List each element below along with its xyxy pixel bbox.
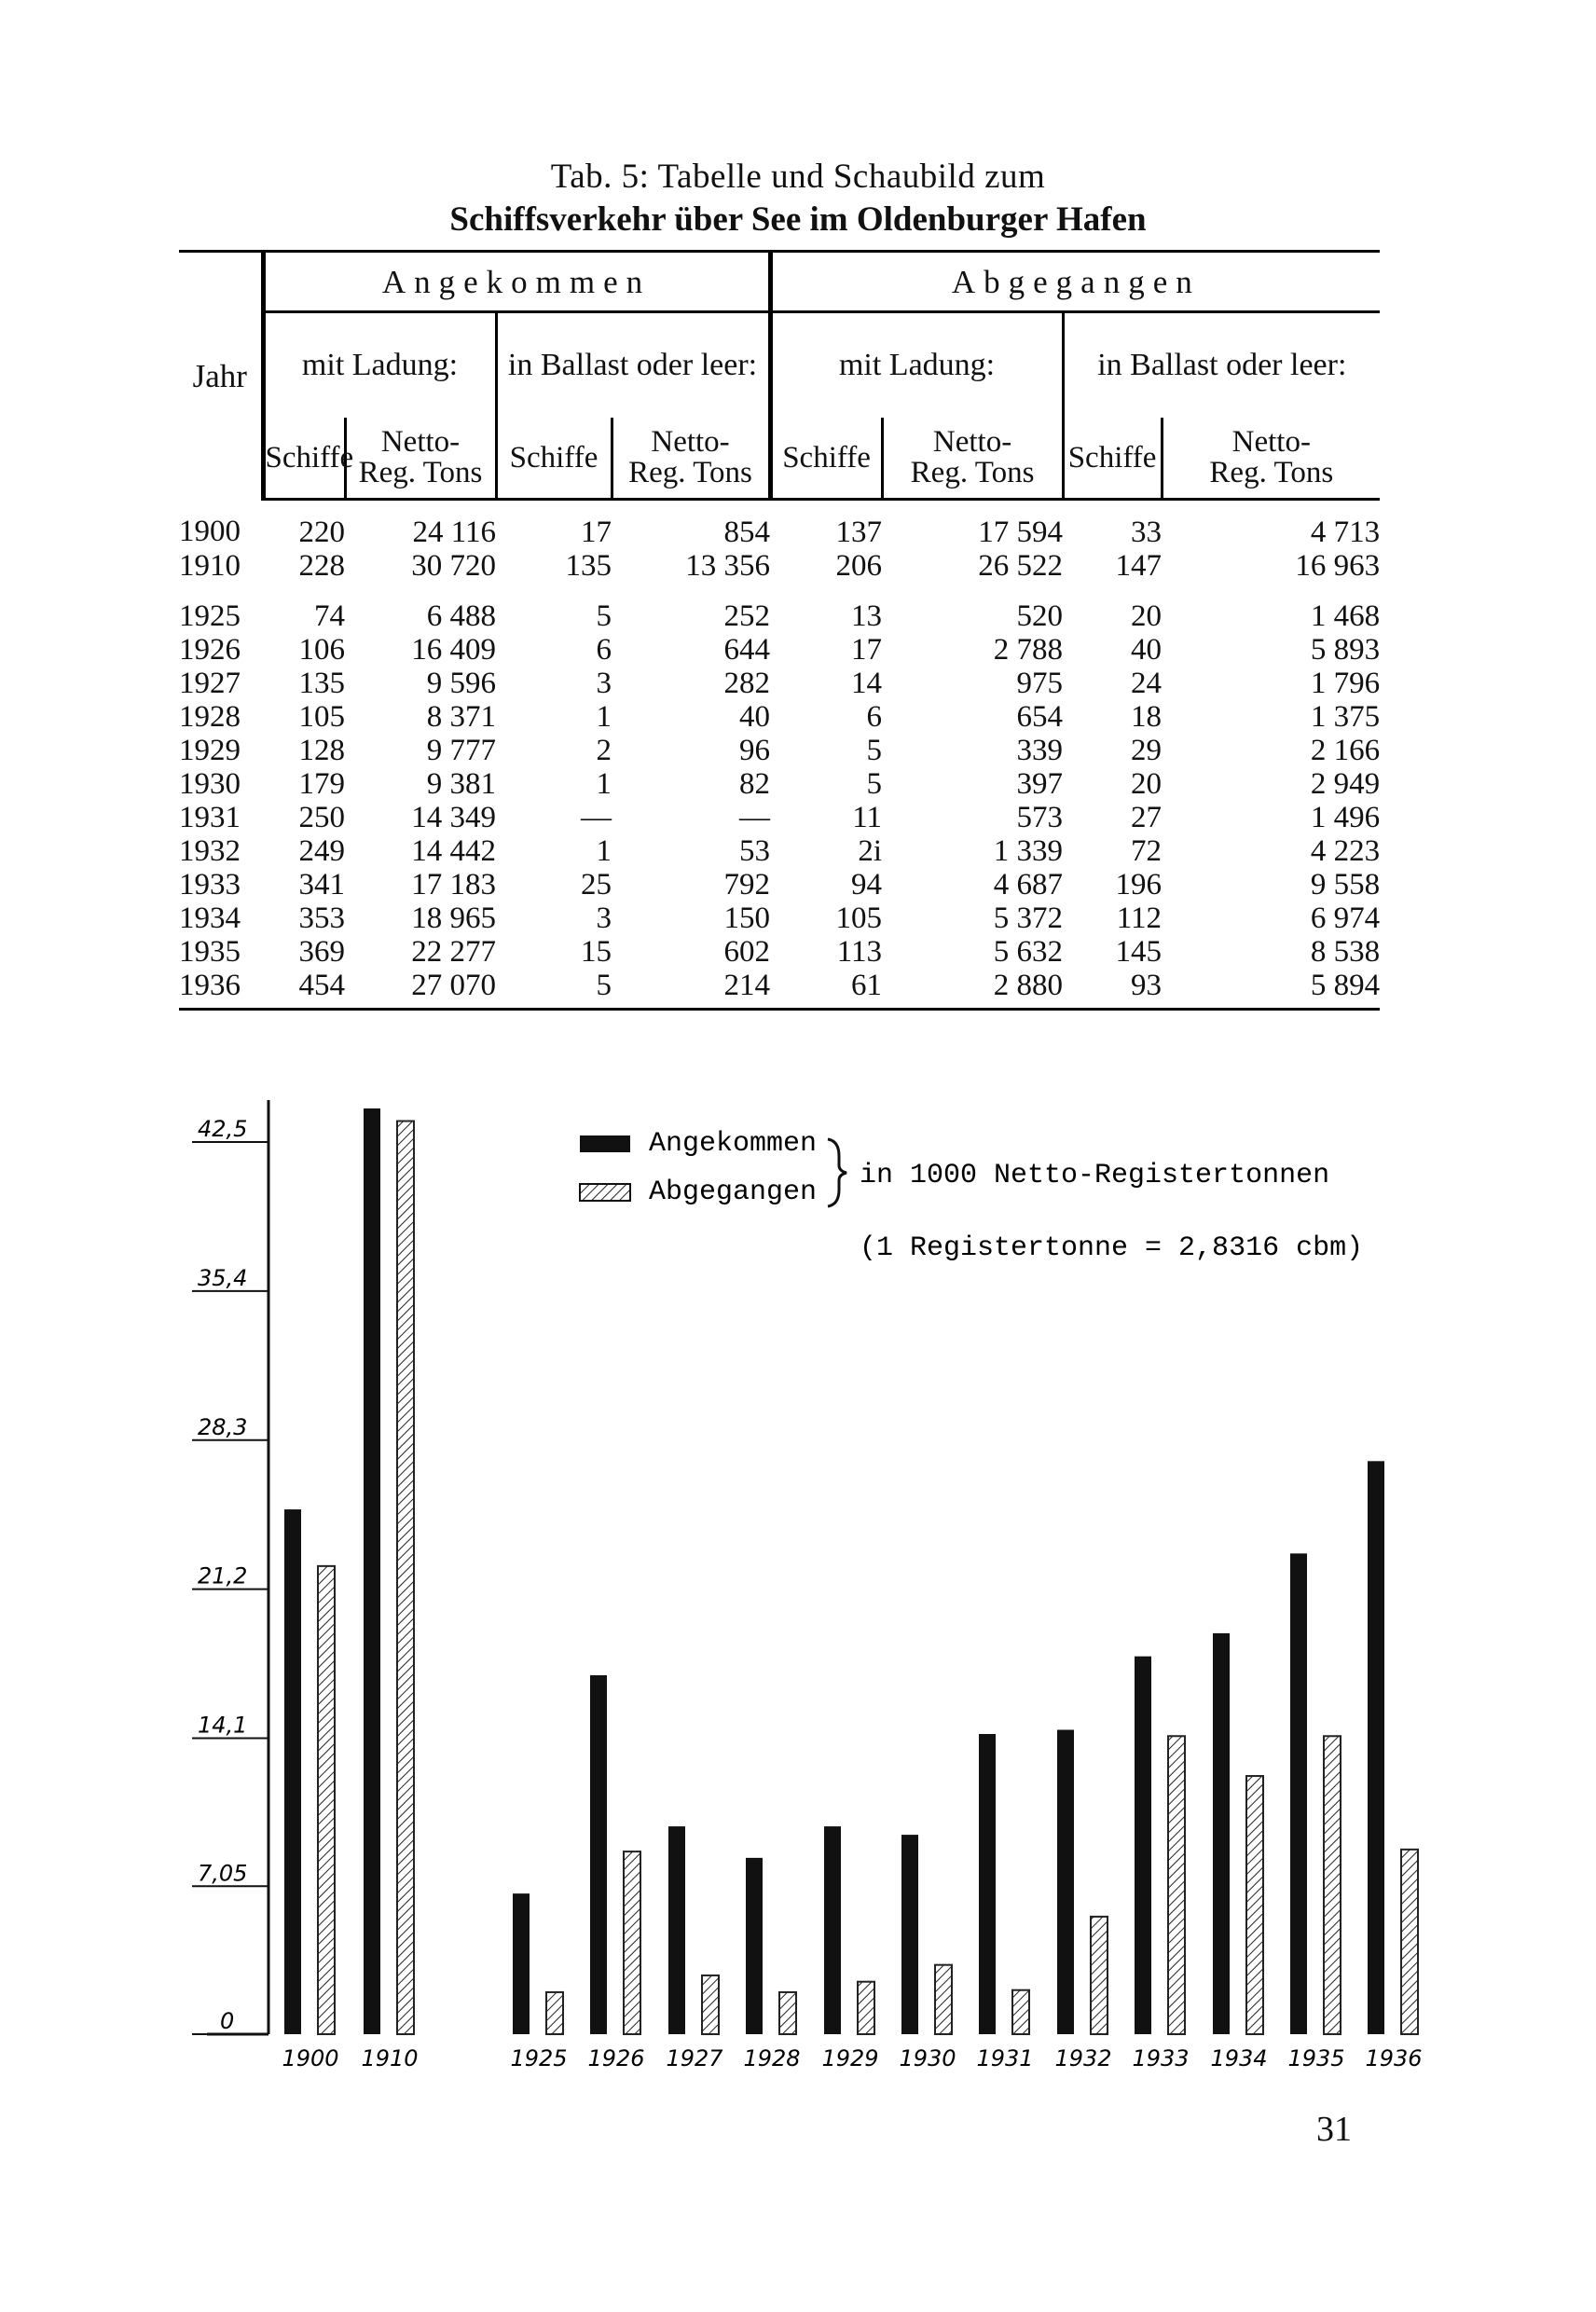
y-tick-label: 35,4	[198, 1264, 248, 1291]
y-tick-label: 21,2	[198, 1562, 248, 1590]
x-tick-label: 1933	[1132, 2045, 1190, 2070]
table-row: 1932 249 14 442 1 53 2i 1 339 72 4 223	[179, 833, 1381, 868]
y-tick-label: 42,5	[198, 1116, 248, 1143]
subgroup-arrived-loaded: mit Ladung:	[263, 312, 496, 419]
legend-unit-text: in 1000 Netto-Registertonnen	[860, 1160, 1330, 1191]
bar-arrived-1934	[1213, 1633, 1230, 2034]
year-header: Jahr	[192, 357, 247, 394]
table-row: 1936 454 27 070 5 214 61 2 880 93 5 894	[179, 969, 1380, 1010]
x-tick-label: 1935	[1287, 2045, 1345, 2070]
bar-arrived-1927	[668, 1826, 685, 2034]
bar-departed-1930	[935, 1965, 952, 2034]
table-row: 1929 128 9 777 2 96 5 339 29 2 166	[179, 733, 1381, 767]
x-tick-label: 1926	[587, 2045, 645, 2070]
bar-departed-1900	[318, 1566, 335, 2034]
bar-departed-1927	[702, 1975, 719, 2034]
x-tick-label: 1931	[976, 2045, 1034, 2070]
bar-arrived-1928	[746, 1858, 763, 2034]
page-number: 31	[1316, 2110, 1352, 2149]
bar-departed-1932	[1091, 1917, 1108, 2034]
x-tick-label: 1932	[1054, 2045, 1112, 2070]
subgroup-departed-loaded: mit Ladung:	[770, 312, 1063, 419]
legend-label-departed: Abgegangen	[649, 1177, 818, 1208]
table-row: 1934 353 18 965 3 150 105 5 372 112 6 974	[179, 901, 1381, 935]
legend-swatch-departed	[580, 1184, 630, 1201]
col-tonnage: Netto- Reg. Tons	[345, 418, 496, 500]
y-tick-label: 7,05	[198, 1860, 248, 1887]
x-axis-labels	[282, 2045, 1422, 2070]
col-ships: Schiffe	[770, 418, 882, 500]
legend-brace	[828, 1139, 846, 1206]
table-row: 1928 105 8 371 1 40 6 654 18 1 375	[179, 699, 1381, 734]
table-row: 1927 135 9 596 3 282 14 975 24 1 796	[179, 666, 1381, 700]
table-row: 1926 106 16 409 6 644 17 2 788 40 5 893	[179, 632, 1381, 667]
bar-arrived-1900	[284, 1509, 301, 2034]
col-tonnage: Netto- Reg. Tons	[612, 418, 770, 500]
bar-arrived-1932	[1057, 1730, 1074, 2034]
x-tick-label: 1928	[743, 2045, 801, 2070]
table-row: 1900 220 24 116 17 854 137 17 594 33 4 713	[179, 514, 1381, 549]
bar-departed-1925	[546, 1992, 563, 2034]
bar-departed-1926	[624, 1851, 640, 2034]
table-row: 1931 250 14 349 — — 11 573 27 1 496	[179, 800, 1381, 834]
bar-arrived-1926	[590, 1675, 607, 2034]
x-tick-label: 1934	[1210, 2045, 1268, 2070]
col-ships: Schiffe	[496, 418, 612, 500]
subgroup-arrived-ballast: in Ballast oder leer:	[496, 312, 770, 419]
chart-legend	[580, 1128, 1363, 1264]
bar-departed-1936	[1401, 1850, 1418, 2034]
legend-label-arrived: Angekommen	[649, 1128, 818, 1160]
bar-departed-1928	[779, 1992, 796, 2034]
shipping-table	[179, 250, 1380, 1011]
bar-departed-1929	[858, 1982, 874, 2034]
y-tick-label: 28,3	[198, 1413, 248, 1440]
bar-arrived-1931	[979, 1734, 996, 2034]
x-tick-label: 1925	[510, 2045, 568, 2070]
table-row: 1935 369 22 277 15 602 113 5 632 145 8 538	[179, 934, 1381, 969]
bar-departed-1935	[1324, 1736, 1341, 2034]
bar-departed-1933	[1168, 1736, 1185, 2034]
col-ships: Schiffe	[263, 418, 345, 500]
chart-unit-note: (1 Registertonne = 2,8316 cbm)	[860, 1232, 1364, 1264]
group-header-arrived: Angekommen	[263, 252, 770, 312]
legend-swatch-arrived	[580, 1135, 630, 1152]
table-row: 1925 74 6 488 5 252 13 520 20 1 468	[179, 599, 1381, 633]
table-row: 1910 228 30 720 135 13 356 206 26 522 147 16 963	[179, 548, 1381, 583]
bar-departed-1931	[1012, 1990, 1029, 2034]
subgroup-departed-ballast: in Ballast oder leer:	[1063, 312, 1380, 419]
bar-departed-1910	[397, 1122, 414, 2034]
table-row: 1933 341 17 183 25 792 94 4 687 196 9 558	[179, 867, 1381, 901]
bar-arrived-1929	[824, 1826, 841, 2034]
x-tick-label: 1936	[1365, 2045, 1423, 2070]
y-tick-label: 14,1	[198, 1712, 248, 1739]
bar-arrived-1933	[1135, 1657, 1151, 2034]
table-title-line1: Tab. 5: Tabelle und Schaubild zum	[550, 158, 1046, 196]
bar-arrived-1935	[1290, 1553, 1307, 2034]
group-header-departed: Abgegangen	[770, 252, 1380, 312]
table-title-line2: Schiffsverkehr über See im Oldenburger Hafen	[449, 200, 1147, 239]
col-ships: Schiffe	[1063, 418, 1162, 500]
bar-arrived-1925	[513, 1893, 530, 2034]
bar-arrived-1910	[364, 1108, 380, 2034]
y-tick-label: 0	[220, 2008, 235, 2034]
x-tick-label: 1927	[666, 2045, 723, 2070]
col-tonnage: Netto- Reg. Tons	[882, 418, 1063, 500]
y-axis	[192, 1100, 268, 2034]
x-tick-label: 1910	[361, 2045, 419, 2070]
col-tonnage: Netto- Reg. Tons	[1162, 418, 1380, 500]
table-row: 1930 179 9 381 1 82 5 397 20 2 949	[179, 766, 1381, 801]
tonnage-bar-chart	[0, 1025, 1596, 2070]
bar-arrived-1930	[901, 1835, 918, 2034]
bar-arrived-1936	[1368, 1461, 1384, 2034]
x-tick-label: 1930	[899, 2045, 956, 2070]
table-body	[179, 500, 1380, 1010]
bar-departed-1934	[1246, 1776, 1263, 2034]
x-tick-label: 1900	[282, 2045, 339, 2070]
x-tick-label: 1929	[821, 2045, 879, 2070]
